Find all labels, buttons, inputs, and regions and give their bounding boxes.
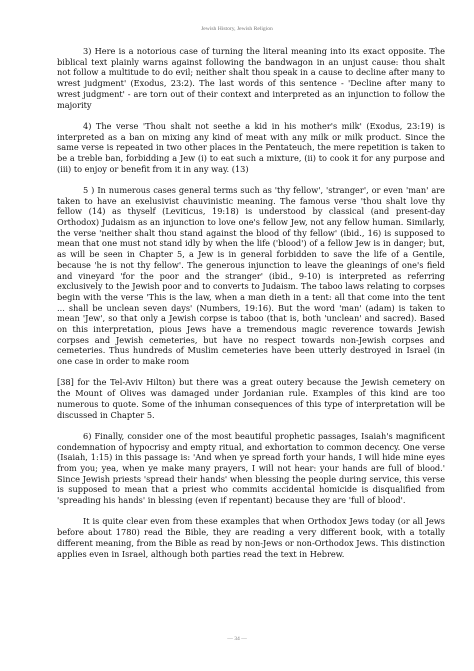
paragraph-6: 6) Finally, consider one of the most beautiful prophetic passages, Isaiah's magnificent condemnation of hypocrisy and empty ritual, and exhortation to common decency. One verse (Isaiah, 1:15) in this passage is: 'And when ye spread forth your hands, I will hide mine eyes from you; yea, when ye make many prayers, I will not hear: your hands are full of blood.' Since Jewish priests 'spread their hands' when blessing the people during service, this verse is supposed to mean that a priest who commits accidental homicide is disqualified from 'spreading his hands' in blessing (even if repentant) because they are 'full of blood'. <box>57 430 445 506</box>
running-header: Jewish History, Jewish Religion <box>201 26 273 32</box>
paragraph-5-continued: [38] for the Tel-Aviv Hilton) but there was a great outery because the Jewish cemetery on the Mount of Olives was damaged under Jordanian rule. Examples of this kind are too numerous to quote. Some of the inhuman consequences of this type of interpretation will be discussed in Chapter 5. <box>57 377 445 420</box>
paragraph-4: 4) The verse 'Thou shalt not seethe a kid in his mother's milk' (Exodus, 23:19) is interpreted as a ban on mixing any kind of meat with any milk or milk product. Since the same verse is repeated in two other places in the Pentateuch, the mere repetition is taken to be a treble ban, forbidding a Jew (i) to eat such a mixture, (ii) to cook it for any purpose and (iii) to enjoy or benefit from it in any way. (13) <box>57 120 445 174</box>
page-number: — 34 — <box>227 636 247 642</box>
paragraph-conclusion: It is quite clear even from these examples that when Orthodox Jews today (or all Jews before about 1780) read the Bible, they are reading a very different book, with a totally different meaning, from the Bible as read by non-Jews or non-Orthodox Jews. This distinction applies even in Israel, although both parties read the text in Hebrew. <box>57 516 445 559</box>
paragraph-5: 5 ) In numerous cases general terms such as 'thy fellow', 'stranger', or even 'man' are taken to have an exelusivist chauvinistic meaning. The famous verse 'thou shalt love thy fellow (14) as thyself (Leviticus, 19:18) is understood by classical (and present-day Orthodox) Judaism as an injunction to love one's fellow Jew, not any fellow human. Similarly, the verse 'neither shalt thou stand against the blood of thy fellow' (ibid., 16) is supposed to mean that one must not stand idly by when the life ('blood') of a fellow Jew is in danger; but, as will be seen in Chapter 5, a Jew is in general forbidden to save the life of a Gentile, because 'he is not thy fellow'. The generous injunction to leave the gleanings of one's field and vineyard 'for the poor and the stranger' (ibid., 9-10) is interpreted as referring exclusively to the Jewish poor and to converts to Judaism. The taboo laws relating to corpses begin with the verse 'This is the law, when a man dieth in a tent: all that come into the tent ... shall be unclean seven days' (Numbers, 19:16). But the word 'man' (adam) is taken to mean 'Jew', so that only a Jewish corpse is taboo (that is, both 'unclean' and sacred). Based on this interpretation, pious Jews have a tremendous magic reverence towards Jewish corpses and Jewish cemeteries, but have no respect towards non-Jewish corpses and cemeteries. Thus hundreds of Muslim cemeteries have been utterly destroyed in Israel (in one case in order to make room <box>57 184 445 367</box>
paragraph-3: 3) Here is a notorious case of turning the literal meaning into its exact opposite. The biblical text plainly warns against following the bandwagon in an unjust cause: thou shalt not follow a multitude to do evil; neither shalt thou speak in a cause to decline after many to wrest judgment' (Exodus, 23:2). The last words of this sentence - 'Decline after many to wrest judgment' - are torn out of their context and interpreted as an injunction to follow the majority <box>57 46 445 110</box>
body-text <box>57 46 445 570</box>
